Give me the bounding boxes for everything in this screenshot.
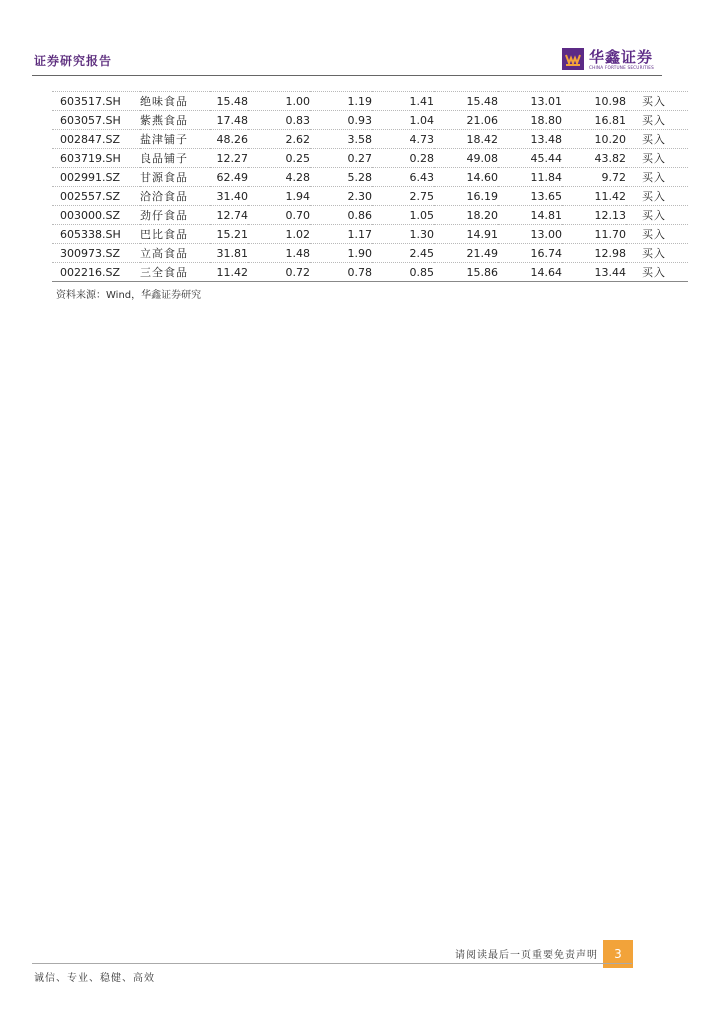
stock-name-cell: 紫燕食品 (140, 111, 210, 130)
price-cell: 11.42 (210, 263, 248, 282)
eps-2-cell: 2.30 (310, 187, 372, 206)
price-cell: 12.74 (210, 206, 248, 225)
stock-name-cell: 劲仔食品 (140, 206, 210, 225)
rating-cell: 买入 (626, 187, 688, 206)
pe-2-cell: 13.48 (498, 130, 562, 149)
eps-3-cell: 0.85 (372, 263, 434, 282)
eps-2-cell: 0.93 (310, 111, 372, 130)
table-body (52, 92, 688, 282)
stock-code-cell: 002991.SZ (52, 168, 140, 187)
stock-name-cell: 洽洽食品 (140, 187, 210, 206)
rating-cell: 买入 (626, 263, 688, 282)
footer-divider (32, 963, 632, 964)
page-number: 3 (603, 940, 633, 968)
pe-3-cell: 9.72 (562, 168, 626, 187)
valuation-table (52, 91, 688, 282)
eps-3-cell: 6.43 (372, 168, 434, 187)
stock-name-cell: 良品铺子 (140, 149, 210, 168)
price-cell: 48.26 (210, 130, 248, 149)
stock-code-cell: 605338.SH (52, 225, 140, 244)
price-cell: 17.48 (210, 111, 248, 130)
eps-3-cell: 0.28 (372, 149, 434, 168)
rating-cell: 买入 (626, 130, 688, 149)
eps-1-cell: 1.94 (248, 187, 310, 206)
pe-2-cell: 18.80 (498, 111, 562, 130)
table-row (52, 225, 688, 244)
rating-cell: 买入 (626, 111, 688, 130)
table-row (52, 92, 688, 111)
eps-1-cell: 0.83 (248, 111, 310, 130)
pe-2-cell: 14.64 (498, 263, 562, 282)
price-cell: 15.48 (210, 92, 248, 111)
eps-3-cell: 4.73 (372, 130, 434, 149)
header-divider (32, 75, 662, 76)
rating-cell: 买入 (626, 244, 688, 263)
stock-name-cell: 盐津铺子 (140, 130, 210, 149)
eps-1-cell: 0.25 (248, 149, 310, 168)
stock-name-cell: 立高食品 (140, 244, 210, 263)
eps-2-cell: 1.17 (310, 225, 372, 244)
company-logo (562, 46, 658, 72)
rating-cell: 买入 (626, 168, 688, 187)
rating-cell: 买入 (626, 92, 688, 111)
table-row (52, 149, 688, 168)
pe-2-cell: 11.84 (498, 168, 562, 187)
pe-2-cell: 45.44 (498, 149, 562, 168)
eps-1-cell: 1.02 (248, 225, 310, 244)
rating-cell: 买入 (626, 149, 688, 168)
table-row (52, 187, 688, 206)
pe-1-cell: 16.19 (434, 187, 498, 206)
pe-3-cell: 11.42 (562, 187, 626, 206)
eps-1-cell: 1.48 (248, 244, 310, 263)
table-row (52, 130, 688, 149)
pe-1-cell: 14.91 (434, 225, 498, 244)
data-source-note: 资料来源：Wind，华鑫证券研究 (56, 290, 202, 301)
pe-3-cell: 10.20 (562, 130, 626, 149)
price-cell: 31.40 (210, 187, 248, 206)
eps-1-cell: 4.28 (248, 168, 310, 187)
eps-1-cell: 0.72 (248, 263, 310, 282)
stock-name-cell: 三全食品 (140, 263, 210, 282)
eps-2-cell: 0.78 (310, 263, 372, 282)
stock-code-cell: 603517.SH (52, 92, 140, 111)
stock-code-cell: 002216.SZ (52, 263, 140, 282)
stock-code-cell: 300973.SZ (52, 244, 140, 263)
stock-name-cell: 甘源食品 (140, 168, 210, 187)
eps-2-cell: 5.28 (310, 168, 372, 187)
eps-2-cell: 0.86 (310, 206, 372, 225)
pe-1-cell: 21.49 (434, 244, 498, 263)
price-cell: 12.27 (210, 149, 248, 168)
eps-3-cell: 2.75 (372, 187, 434, 206)
pe-1-cell: 18.20 (434, 206, 498, 225)
pe-1-cell: 49.08 (434, 149, 498, 168)
pe-2-cell: 16.74 (498, 244, 562, 263)
stock-code-cell: 603719.SH (52, 149, 140, 168)
eps-3-cell: 1.05 (372, 206, 434, 225)
pe-1-cell: 14.60 (434, 168, 498, 187)
logo-mark-icon (562, 48, 584, 70)
pe-2-cell: 13.01 (498, 92, 562, 111)
table-row (52, 168, 688, 187)
price-cell: 62.49 (210, 168, 248, 187)
eps-3-cell: 1.41 (372, 92, 434, 111)
pe-1-cell: 18.42 (434, 130, 498, 149)
pe-3-cell: 12.98 (562, 244, 626, 263)
table-row (52, 244, 688, 263)
eps-2-cell: 3.58 (310, 130, 372, 149)
pe-1-cell: 15.86 (434, 263, 498, 282)
stock-code-cell: 003000.SZ (52, 206, 140, 225)
pe-3-cell: 10.98 (562, 92, 626, 111)
table-row (52, 206, 688, 225)
table-row (52, 111, 688, 130)
table-row (52, 263, 688, 282)
rating-cell: 买入 (626, 206, 688, 225)
stock-name-cell: 巴比食品 (140, 225, 210, 244)
pe-3-cell: 16.81 (562, 111, 626, 130)
pe-1-cell: 21.06 (434, 111, 498, 130)
eps-2-cell: 1.90 (310, 244, 372, 263)
pe-3-cell: 11.70 (562, 225, 626, 244)
eps-1-cell: 0.70 (248, 206, 310, 225)
pe-1-cell: 15.48 (434, 92, 498, 111)
pe-2-cell: 14.81 (498, 206, 562, 225)
stock-code-cell: 002847.SZ (52, 130, 140, 149)
eps-3-cell: 2.45 (372, 244, 434, 263)
stock-code-cell: 603057.SH (52, 111, 140, 130)
logo-subtitle: CHINA FORTUNE SECURITIES (589, 65, 655, 70)
company-slogan: 诚信、专业、稳健、高效 (34, 973, 155, 984)
report-type-title: 证券研究报告 (34, 54, 113, 68)
disclaimer-notice: 请阅读最后一页重要免责声明 (455, 950, 598, 961)
price-cell: 15.21 (210, 225, 248, 244)
rating-cell: 买入 (626, 225, 688, 244)
eps-2-cell: 0.27 (310, 149, 372, 168)
pe-3-cell: 13.44 (562, 263, 626, 282)
pe-3-cell: 43.82 (562, 149, 626, 168)
logo-name: 华鑫证券 (589, 48, 654, 66)
eps-2-cell: 1.19 (310, 92, 372, 111)
pe-3-cell: 12.13 (562, 206, 626, 225)
price-cell: 31.81 (210, 244, 248, 263)
stock-name-cell: 绝味食品 (140, 92, 210, 111)
eps-3-cell: 1.04 (372, 111, 434, 130)
eps-1-cell: 2.62 (248, 130, 310, 149)
eps-3-cell: 1.30 (372, 225, 434, 244)
stock-code-cell: 002557.SZ (52, 187, 140, 206)
pe-2-cell: 13.65 (498, 187, 562, 206)
eps-1-cell: 1.00 (248, 92, 310, 111)
pe-2-cell: 13.00 (498, 225, 562, 244)
